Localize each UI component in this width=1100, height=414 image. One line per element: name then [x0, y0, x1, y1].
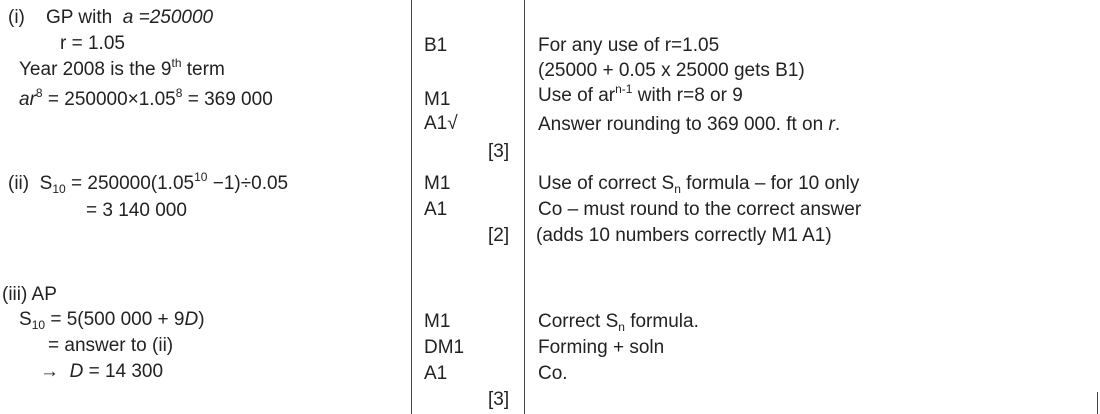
mark-b1: B1: [424, 35, 448, 56]
note-4-r: r: [828, 114, 835, 135]
divider-edge: [1097, 392, 1098, 414]
part-iii-answer: = answer to (ii): [48, 335, 174, 356]
ar-line: [19, 88, 273, 112]
note-5: [538, 172, 859, 196]
note-8: [538, 310, 699, 334]
note-10: Co.: [538, 363, 568, 384]
final-text: = 14 300: [83, 361, 164, 382]
note-2: (25000 + 0.05 x 25000 gets B1): [538, 60, 805, 81]
note-7: (adds 10 numbers correctly M1 A1): [536, 225, 832, 246]
part-ii-line1: [8, 172, 288, 196]
ar-rest: = 250000×1.05: [42, 89, 176, 110]
mark-a1b: A1: [424, 199, 448, 220]
d2-text: D: [69, 361, 84, 382]
arrow-icon: →: [40, 361, 59, 382]
mark-total-1: [3]: [488, 141, 510, 162]
s3-sub: 10: [31, 318, 46, 332]
year-text: Year 2008 is the 9: [19, 59, 172, 80]
note-3-sup: n-1: [615, 82, 633, 96]
s3-text: S: [19, 309, 32, 330]
note-5-sub: n: [674, 182, 681, 196]
note-5a: Use of correct S: [538, 173, 675, 194]
mark-total-2: [2]: [488, 225, 510, 246]
part-i-label: (i): [8, 7, 25, 28]
d-text: D: [184, 309, 199, 330]
ar-sup: 8: [35, 86, 43, 100]
expr-sup: 10: [194, 170, 208, 184]
mark-m1b: M1: [424, 173, 451, 194]
note-6: Co – must round to the correct answer: [538, 199, 862, 220]
ar-text: ar: [19, 89, 36, 110]
note-9: Forming + soln: [538, 337, 665, 358]
s-text: S: [39, 173, 53, 194]
note-8a: Correct S: [538, 311, 619, 332]
note-4: [538, 113, 840, 137]
mark-a1c: A1: [424, 363, 448, 384]
part-iii-line2: [19, 308, 205, 332]
expr3: = 5(500 000 + 9: [45, 309, 185, 330]
part-ii-label: (ii): [8, 173, 30, 194]
divider-right: [524, 0, 525, 414]
part-iii-label: (iii) AP: [2, 284, 57, 305]
mark-a1a: A1√: [424, 113, 458, 134]
close-paren: ): [198, 309, 205, 330]
r-value: r = 1.05: [60, 33, 125, 54]
note-3a: Use of ar: [538, 85, 616, 106]
note-3b: with r=8 or 9: [632, 85, 743, 106]
note-1: For any use of r=1.05: [538, 35, 720, 56]
note-5b: formula – for 10 only: [680, 173, 860, 194]
note-8b: formula.: [624, 311, 699, 332]
note-4a: Answer rounding to 369 000. ft on: [538, 114, 829, 135]
note-3: [538, 84, 743, 108]
mark-m1c: M1: [424, 311, 451, 332]
gp-text: GP with: [46, 7, 113, 28]
ar-sup2: 8: [175, 86, 183, 100]
part-iii-line4: [40, 360, 163, 384]
s-sub: 10: [52, 182, 66, 196]
note-8-sub: n: [618, 320, 625, 334]
a-value: a =250000: [122, 7, 214, 28]
expr1: = 250000(1.05: [65, 173, 195, 194]
th-sup: th: [171, 56, 182, 70]
year-line: [19, 58, 225, 82]
mark-dm1: DM1: [424, 337, 465, 358]
ar-result: = 369 000: [182, 89, 273, 110]
part-i-line1: [8, 6, 213, 30]
term-text: term: [181, 59, 225, 80]
part-ii-result: = 3 140 000: [86, 200, 187, 221]
expr2: −1)÷0.05: [207, 173, 289, 194]
mark-m1a: M1: [424, 89, 451, 110]
divider-left: [411, 0, 412, 414]
note-4c: .: [834, 114, 841, 135]
mark-total-3: [3]: [488, 389, 510, 410]
